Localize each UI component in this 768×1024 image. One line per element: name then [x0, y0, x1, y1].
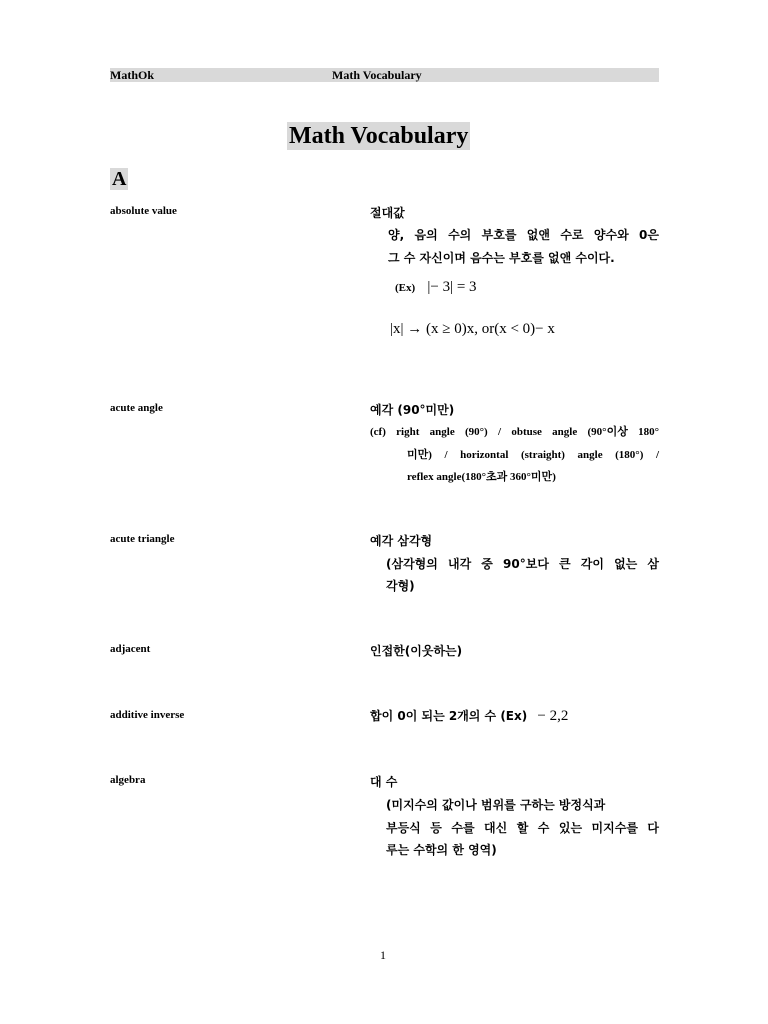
additive-inverse-example-math: − 2,2	[537, 708, 569, 724]
term-acute-angle: acute angle	[110, 402, 163, 414]
page-number: 1	[380, 948, 386, 962]
example-math: |− 3| = 3	[427, 279, 477, 295]
korean-adjacent: 인접한(이웃하는)	[370, 644, 463, 658]
term-additive-inverse: additive inverse	[110, 709, 185, 721]
desc-acute-angle-line1: (cf) right angle (90°) / obtuse angle (90°이상 180°	[370, 426, 659, 438]
desc-absolute-value-line2: 그 수 자신이며 음수는 부호를 없앤 수이다.	[388, 251, 615, 265]
desc-absolute-value-line1: 양, 음의 수의 부호를 없앤 수로 양수와 0은	[388, 228, 659, 242]
desc-algebra-line2: 부등식 등 수를 대신 할 수 있는 미지수를 다	[386, 821, 659, 835]
korean-algebra: 대 수	[370, 775, 398, 789]
korean-additive-inverse	[370, 707, 568, 725]
term-absolute-value: absolute value	[110, 205, 177, 217]
desc-acute-angle-line2: 미만) / horizontal (straight) angle (180°) /	[407, 449, 659, 461]
desc-acute-triangle-line2: 각형)	[386, 579, 415, 593]
desc-acute-triangle-line1: (삼각형의 내각 중 90°보다 큰 각이 없는 삼	[386, 557, 659, 571]
header-brand: MathOk	[110, 68, 155, 82]
korean-acute-angle: 예각 (90°미만)	[370, 403, 455, 417]
term-acute-triangle: acute triangle	[110, 533, 175, 545]
desc-algebra-line3: 루는 수학의 한 영역)	[386, 843, 497, 857]
page-title: Math Vocabulary	[289, 123, 469, 149]
korean-additive-inverse-text: 합이 0이 되는 2개의 수 (Ex)	[370, 709, 528, 723]
term-algebra: algebra	[110, 774, 146, 786]
desc-acute-angle-line3: reflex angle(180°초과 360°미만)	[407, 471, 556, 483]
section-heading: A	[112, 168, 127, 190]
formula-absolute-value: |x| → (x ≥ 0)x, or(x < 0)− x	[390, 321, 555, 337]
example-absolute-value	[395, 279, 477, 296]
header-title: Math Vocabulary	[332, 68, 422, 82]
example-label: (Ex)	[395, 282, 416, 294]
term-adjacent: adjacent	[110, 643, 151, 655]
korean-acute-triangle: 예각 삼각형	[370, 534, 433, 548]
page-header	[110, 68, 659, 82]
desc-algebra-line1: (미지수의 값이나 범위를 구하는 방정식과	[386, 798, 606, 812]
korean-absolute-value: 절대값	[370, 206, 405, 220]
